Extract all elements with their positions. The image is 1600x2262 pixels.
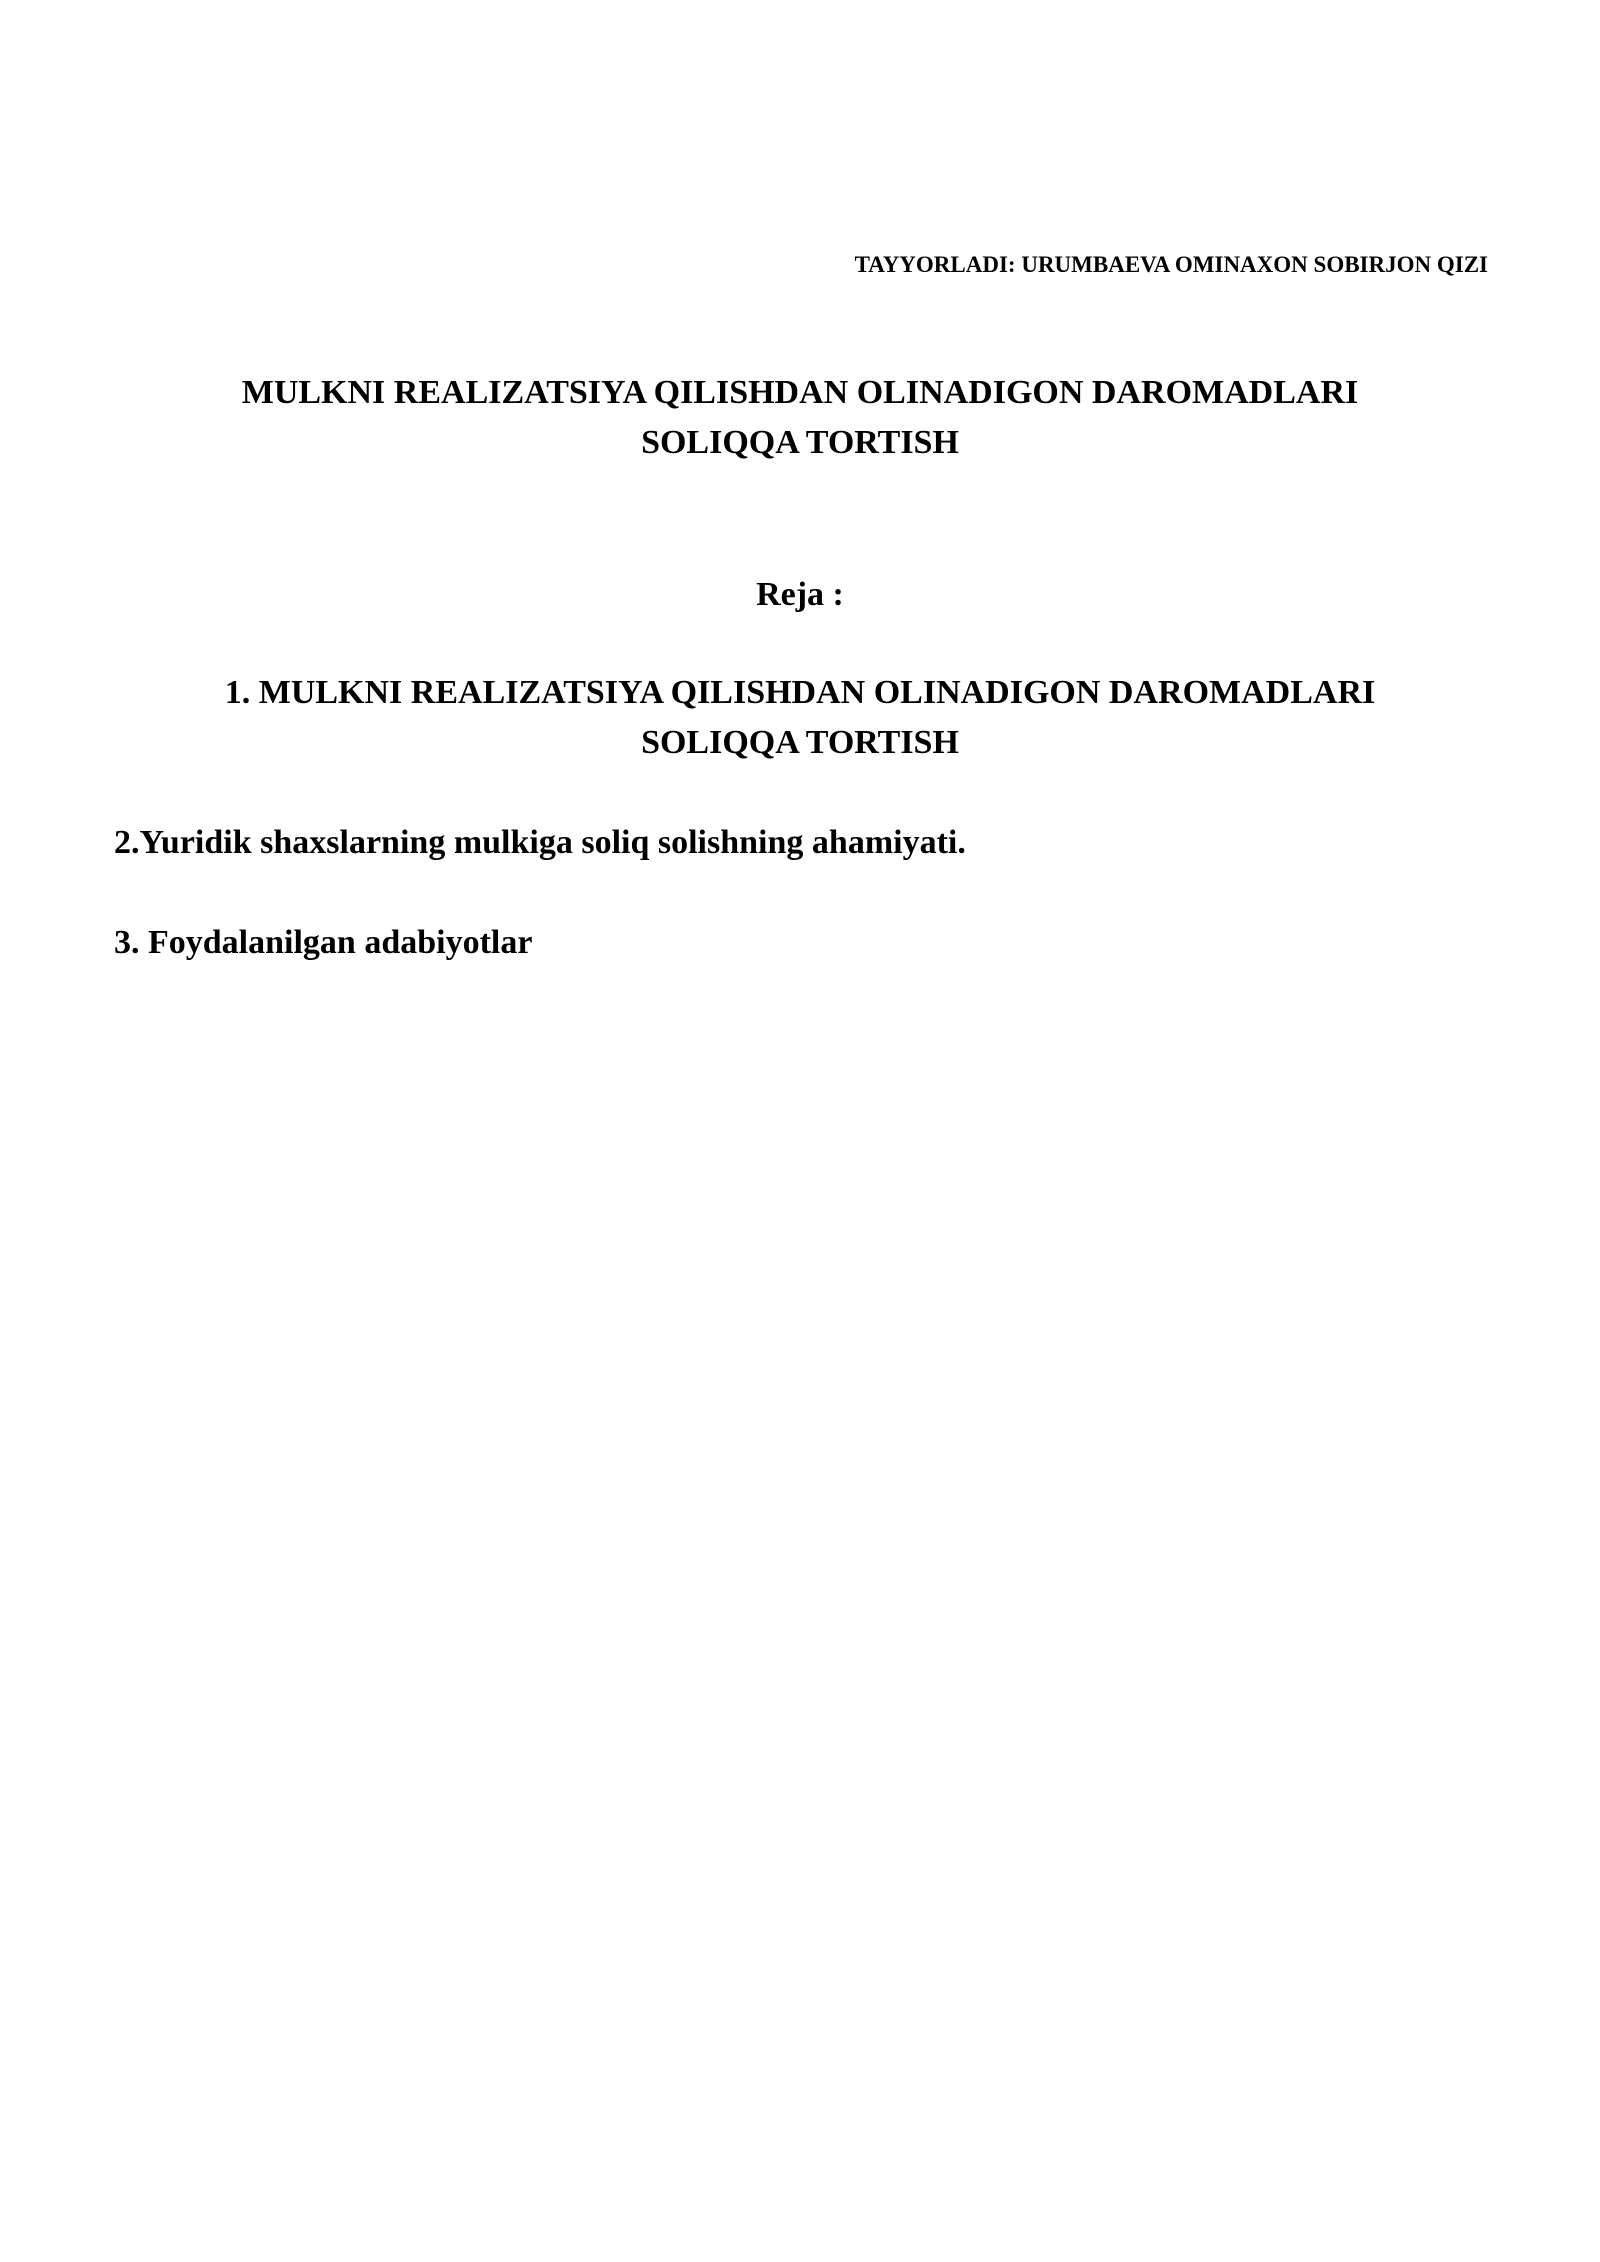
author-line: TAYYORLADI: URUMBAEVA OMINAXON SOBIRJON QIZI — [854, 252, 1488, 277]
plan-item-3: 3. Foydalanilgan adabiyotlar — [114, 924, 533, 961]
plan-item-2: 2.Yuridik shaxslarning mulkiga soliq solishning ahamiyati. — [114, 824, 966, 861]
plan-item-1-line-2: SOLIQQA TORTISH — [641, 724, 959, 761]
document-title — [100, 368, 1500, 468]
plan-heading: Reja : — [756, 576, 844, 613]
title-line-2: SOLIQQA TORTISH — [641, 424, 959, 461]
title-line-1: MULKNI REALIZATSIYA QILISHDAN OLINADIGON DAROMADLARI — [241, 374, 1359, 411]
plan-item-1 — [100, 668, 1500, 768]
plan-item-1-line-1: 1. MULKNI REALIZATSIYA QILISHDAN OLINADIGON DAROMADLARI — [224, 674, 1376, 711]
